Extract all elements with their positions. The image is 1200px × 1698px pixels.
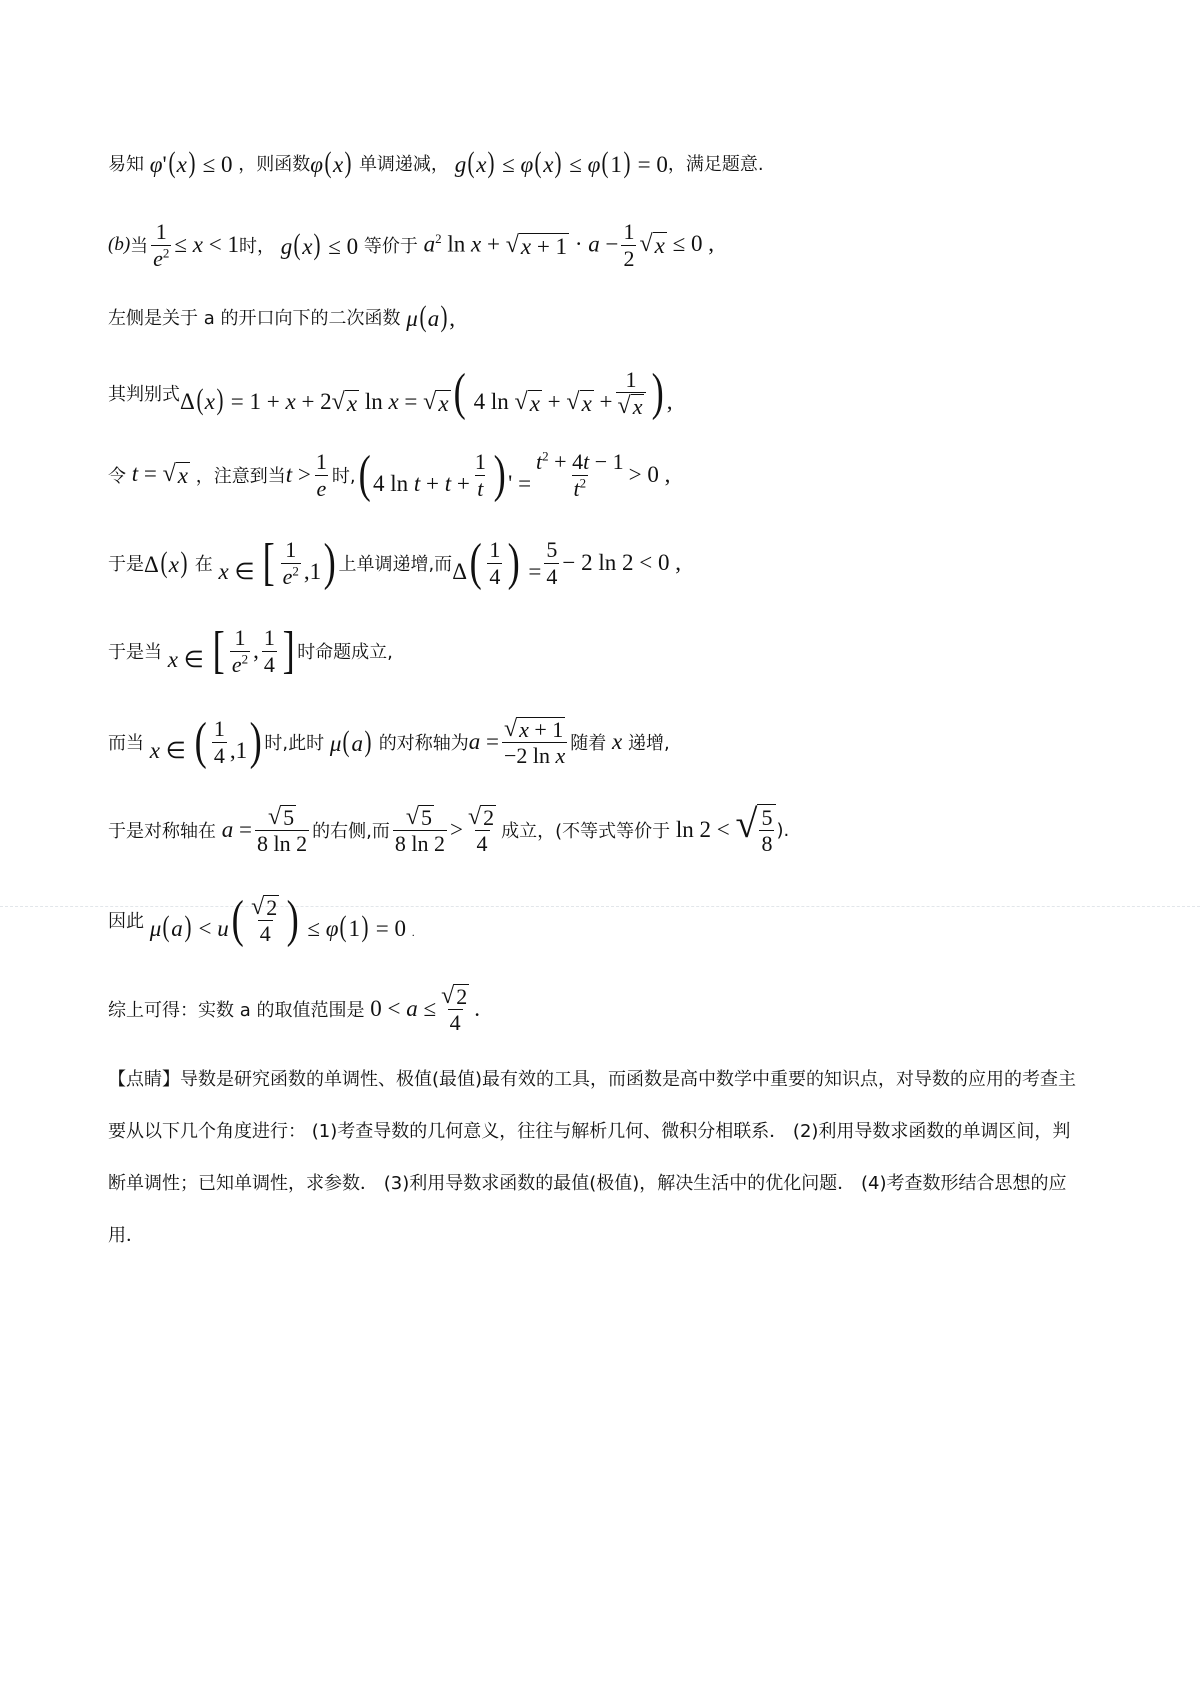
formula: a =	[221, 817, 252, 842]
fraction: $\frac{1}{4}$	[213, 716, 225, 768]
formula: t >	[285, 462, 311, 487]
formula: ≤ x < 1	[174, 232, 239, 257]
formula: ln 2 < √ $\frac{5}{8}$	[670, 804, 776, 857]
solution-line-8	[108, 706, 670, 778]
formula: > 0 ,	[628, 462, 671, 487]
formula: − 2 ln 2 < 0 ,	[562, 550, 681, 575]
text: 递增,	[628, 733, 670, 754]
formula: 0 < a ≤	[364, 996, 437, 1021]
text: ，注意到当	[195, 466, 286, 487]
fraction: √ 5 8 ln 2	[256, 803, 308, 856]
text: 时,	[331, 466, 356, 487]
formula: x ∈ [	[218, 534, 276, 591]
formula: μ(a),	[406, 300, 456, 333]
fraction: $\frac{1}{e^2}$	[153, 219, 170, 271]
formula: .	[474, 996, 481, 1021]
formula: Δ(	[452, 534, 482, 591]
formula: ,	[253, 638, 259, 663]
solution-line-1	[108, 140, 764, 186]
text: 随着	[570, 733, 607, 754]
label: (b)	[108, 234, 131, 255]
formula: φ(x)	[310, 146, 352, 179]
solution-line-10	[108, 880, 415, 960]
formula: ( 4 ln t + t +	[358, 446, 470, 503]
fraction: $\frac{1}{t}$	[474, 449, 486, 501]
text: ).	[776, 819, 790, 841]
formula: $a^2$ ln x + √ x + 1 · a −	[423, 231, 619, 259]
formula: Δ(x) = 1 + x + 2 √ x ln x = √ x ( 4 ln √ x + √ x +	[180, 364, 613, 421]
text: 单调递减，	[358, 154, 449, 175]
fraction: √ 2 4	[441, 982, 468, 1035]
formula: φ'(x) ≤ 0	[149, 146, 239, 179]
text: 于是对称轴在	[108, 821, 216, 842]
formula: ) ,	[652, 364, 673, 421]
solution-line-4	[108, 356, 673, 430]
fraction: $\frac{t^2 + 4t - 1}{t^2}$	[536, 448, 624, 501]
fraction: $\frac{1}{e^2}$	[282, 537, 299, 589]
text: 的右侧,而	[312, 821, 390, 842]
text: 时,此时	[264, 733, 325, 754]
fraction: $\frac{1}{e}$	[315, 449, 327, 501]
solution-line-11	[108, 972, 480, 1046]
text: 于是	[108, 554, 144, 575]
formula: g(x) ≤ φ(x) ≤ φ(1) = 0	[454, 146, 668, 179]
formula: μ(a) < u(	[149, 891, 244, 948]
solution-line-6	[108, 528, 681, 598]
text: 成立，(不等式等价于	[501, 821, 671, 842]
text: 的对称轴为	[378, 733, 469, 754]
text: 在	[194, 554, 213, 575]
formula: ]	[282, 622, 295, 679]
text: 易知	[108, 154, 144, 175]
formula: t = √ x	[131, 461, 189, 489]
fraction: √ 5 8 ln 2	[394, 803, 445, 856]
fraction: $\frac{1}{4}$	[489, 537, 501, 589]
formula: ) =	[507, 534, 542, 591]
formula: ) ' =	[493, 446, 532, 503]
solution-line-3	[108, 294, 455, 340]
fraction: $\frac{1}{4}$	[263, 625, 275, 677]
text: 因此	[108, 911, 144, 932]
formula: ,1)	[229, 713, 262, 770]
formula: x ∈ [	[167, 622, 225, 679]
formula: √ x ≤ 0 ,	[639, 231, 714, 259]
text: 左侧是关于 a 的开口向下的二次函数	[108, 308, 401, 329]
text: 时命题成立,	[297, 642, 393, 663]
text: 令	[108, 466, 126, 487]
text: ，满足题意.	[667, 154, 764, 175]
fraction: √ x + 1 −2 ln x	[503, 715, 566, 768]
formula: ,1)	[303, 534, 336, 591]
solution-line-5	[108, 442, 670, 508]
text: 等价于	[363, 236, 418, 257]
text: 上单调递增,而	[338, 554, 453, 575]
formula: x ∈ (	[149, 713, 207, 770]
fraction: $\frac{1}{e^2}$	[231, 625, 249, 677]
text: 其判别式	[108, 384, 180, 405]
fraction: 1 √ x	[616, 367, 647, 419]
solution-line-9	[108, 792, 789, 868]
formula: μ(a)	[329, 725, 372, 758]
fraction: √ 2 4	[251, 893, 278, 946]
formula: Δ(x)	[144, 546, 188, 579]
solution-line-7	[108, 616, 393, 686]
text: 于是当	[108, 642, 162, 663]
formula: ) ≤ φ(1) = 0 .	[286, 891, 415, 948]
text: 当	[130, 236, 149, 257]
solution-line-2	[108, 212, 714, 278]
formula: x	[606, 729, 629, 754]
fraction: $\frac{1}{2}$	[623, 219, 635, 271]
text: 综上可得：实数 a 的取值范围是	[108, 1000, 365, 1021]
text: 而当	[108, 733, 144, 754]
formula: >	[449, 817, 463, 842]
formula: a =	[468, 729, 499, 754]
fraction: √ 2 4	[467, 803, 495, 856]
text: ，则函数	[238, 154, 311, 175]
fraction: $\frac{5}{4}$	[546, 537, 558, 589]
text: 时，	[239, 236, 275, 257]
key-point-paragraph: 【点睛】导数是研究函数的单调性、极值(最值)最有效的工具，而函数是高中数学中重要的知识点，对导数的应用的考查主要从以下几个角度进行： (1)考查导数的几何意义，往往与解析几何、微积分相联系． (2)利用导数求函数的单调区间，判断单调性；已知单调性，求参数． (3)利用导数求函数的最值(极值)，解决生活中的优化问题． (4)考查数形结合思想的应用．	[108, 1069, 1077, 1246]
formula: g(x) ≤ 0	[280, 228, 364, 261]
